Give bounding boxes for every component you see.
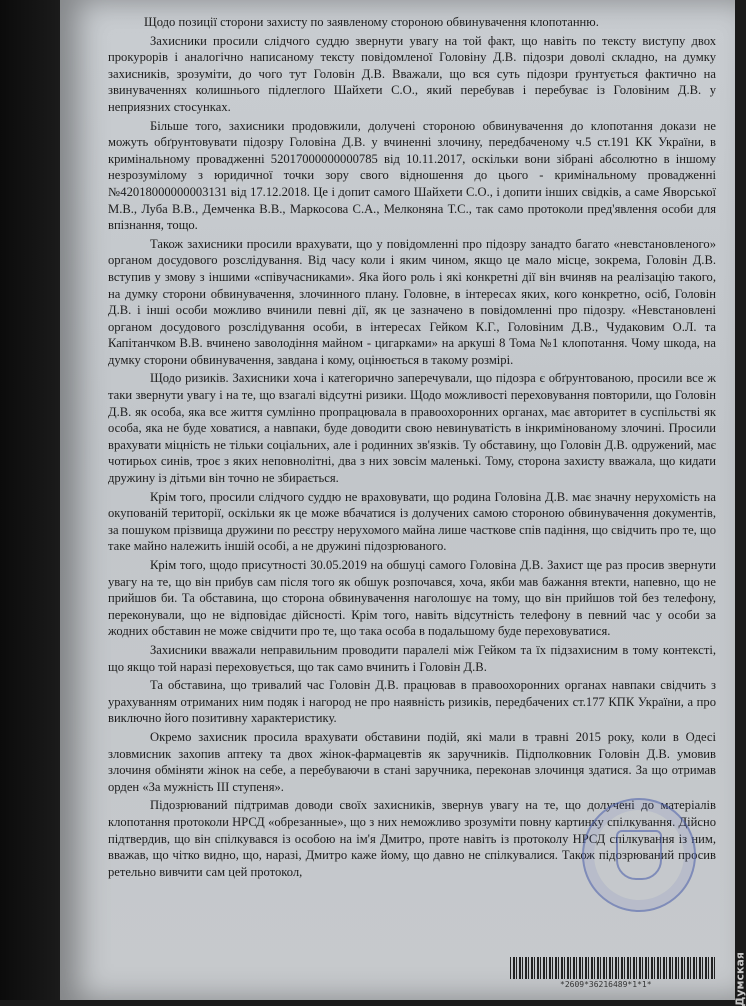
barcode <box>510 957 715 979</box>
paragraph: Та обставина, що тривалий час Головін Д.В. працював в правоохоронних органах навпаки свідчить з урахуванням отриманих ним подяк і нагород не про наявність ризиків, передбачених ст.177 КПК України, а про виключно його позитивну характеристику. <box>108 678 716 726</box>
barcode-caption: *2609*36216489*1*1* <box>560 980 652 989</box>
paragraph: Щодо ризиків. Захисники хоча і категорично заперечували, що підозра є обґрунтованою, просили все ж таки звернути увагу і на те, що взагалі відсутні ризики. Щодо можливості переховування повторили, що Головін Д.В. як особа, яка все життя сумлінно пропрацювала в правоохоронних органах, має авторитет в суспільстві як особа, яка не буде ховатися, а навпаки, буде доводити свою невинуватість в інкримінованому злочині. Просили врахувати міцність не тільки соціальних, але і родинних зв'язків. Ту обставину, що Головін Д.В. одружений, має чотирьох синів, троє з яких неповнолітні, два з них зовсім маленькі. Тому, сторона захисту вважала, що кидати дружину із дітьми він точно не збирається. <box>108 371 716 486</box>
paragraph: Захисники вважали неправильним проводити паралелі між Гейком та їх підзахисним в тому контексті, що якщо той наразі переховується, що так само вчинить і Головін Д.В. <box>108 642 716 674</box>
source-watermark: Думская <box>733 952 746 1006</box>
coat-of-arms-icon <box>616 830 662 880</box>
paragraph: Більше того, захисники продовжили, долучені стороною обвинувачення до клопотання докази не можуть обґрунтовувати підозру Головіна Д.В. у вчиненні злочину, передбаченому ч.5 ст.191 КК України, в кримінальному провадженні 52017000000000785 від 10.11.2017, оскільки вони зібрані абсолютно в іншому незрозумілому з юридичної точки зору свого відношення до цього - кримінальному провадженні №42018000000003131 від 17.12.2018. Це і допит самого Шайхети С.О., і допити інших свідків, а саме Яворської М.В., Луба В.В., Демченка В.В., Маркосова С.А., Мелконяна Т.С., так само протоколи пред'явлення особи для впізнання, тощо. <box>108 118 716 233</box>
paragraph: Підозрюваний підтримав доводи своїх захисників, звернув увагу на те, що долучені до матеріалів клопотання протоколи НРСД «обрезанные», що з них неможливо зрозуміти повну картинку спілкування. Дійсно підтвердив, що він спілкувався із особою на ім'я Дмитро, проте навіть із протоколу НРСД спілкування із ним, вважав, що чітко видно, що, наразі, Дмитро каже йому, що давно не спілкувалися. Також підозрюваний просив ретельно вивчити сам цей протокол, <box>108 798 716 879</box>
paragraph: Окремо захисник просила врахувати обставини подій, які мали в травні 2015 року, коли в Одесі зловмисник захопив аптеку та двох жінок-фармацевтів як заручників. Підполковник Головін Д.В. умовив злочиня обміняти жінок на себе, а перебуваючи в стані заручника, переконав злочинця здатися. За що отримав орден «За мужність ІІІ ступеня». <box>108 729 716 794</box>
paragraph: Крім того, просили слідчого суддю не враховувати, що родина Головіна Д.В. має значну нерухомість на окупованій території, оскільки як це може вбачатися із долучених самою стороною обвинувачення документів, за пошуком прізвища дружини по реєстру нерухомого майна лише часткове спів падіння, що свідчить про те, що таке майно належить іншій особі, а не дружині підозрюваного. <box>108 489 716 554</box>
paragraph: Захисники просили слідчого суддю звернути увагу на той факт, що навіть по тексту виступу двох прокурорів і аналогічно написаному тексту повідомленої Головіну Д.В. підозри доволі складно, на думку захисників, зрозуміти, до чого тут Головін Д.В. Вважали, що вся суть підозри ґрунтується фактично на звинуваченнях колишнього підлеглого Шайхети С.О., який перебував і перебуває із Головіним Д.В. у неприязних стосунках. <box>108 33 716 114</box>
paragraph-heading: Щодо позиції сторони захисту по заявленому стороною обвинувачення клопотанню. <box>144 15 599 29</box>
paragraph: Також захисники просили врахувати, що у повідомленні про підозру занадто багато «невстановленого» органом досудового розслідування. Від часу коли і яким чином, якщо це мало місце, зокрема, Головін Д.В. вступив у змову з іншими «співучасниками». Яка його роль і які конкретні дії він вчиняв на реалізацію такого, на думку сторони обвинувачення, злочинного плану. Головне, в інтересах яких, кого конкретно, осіб, Головін Д.В. і інші особи можливо вчинили певні дії, як це зазначено в повідомленні про підозру. «Невстановлені органом досудового розслідування особи, в інтересах Гейком К.Г., Головіним Д.В., Чудаковим О.Л. та Капітанчком В.В. вчинено заволодіння майном - цигарками» на аркуші 8 Тома №1 клопотання. Чому шкода, на думку сторони обвинувачення, завдана і кому, оцінюється в такому розмірі. <box>108 236 716 367</box>
document-body <box>108 14 716 880</box>
paragraph: Крім того, щодо присутності 30.05.2019 на обшуці самого Головіна Д.В. Захист ще раз просив звернути увагу на те, що він прибув сам після того як обшук розпочався, хоча, якби мав бажання втекти, напевно, що не прийшов би. Та обставина, що сторона обвинувачення наголошує на тому, що він прийшов той без телефону, переконували, що не відповідає дійсності. Крім того, навіть відсутність телефону в певний час у особи за жодних обставин не може свідчити про те, що така особа в подальшому буде переховуватися. <box>108 558 716 639</box>
official-seal-stamp <box>582 798 696 912</box>
